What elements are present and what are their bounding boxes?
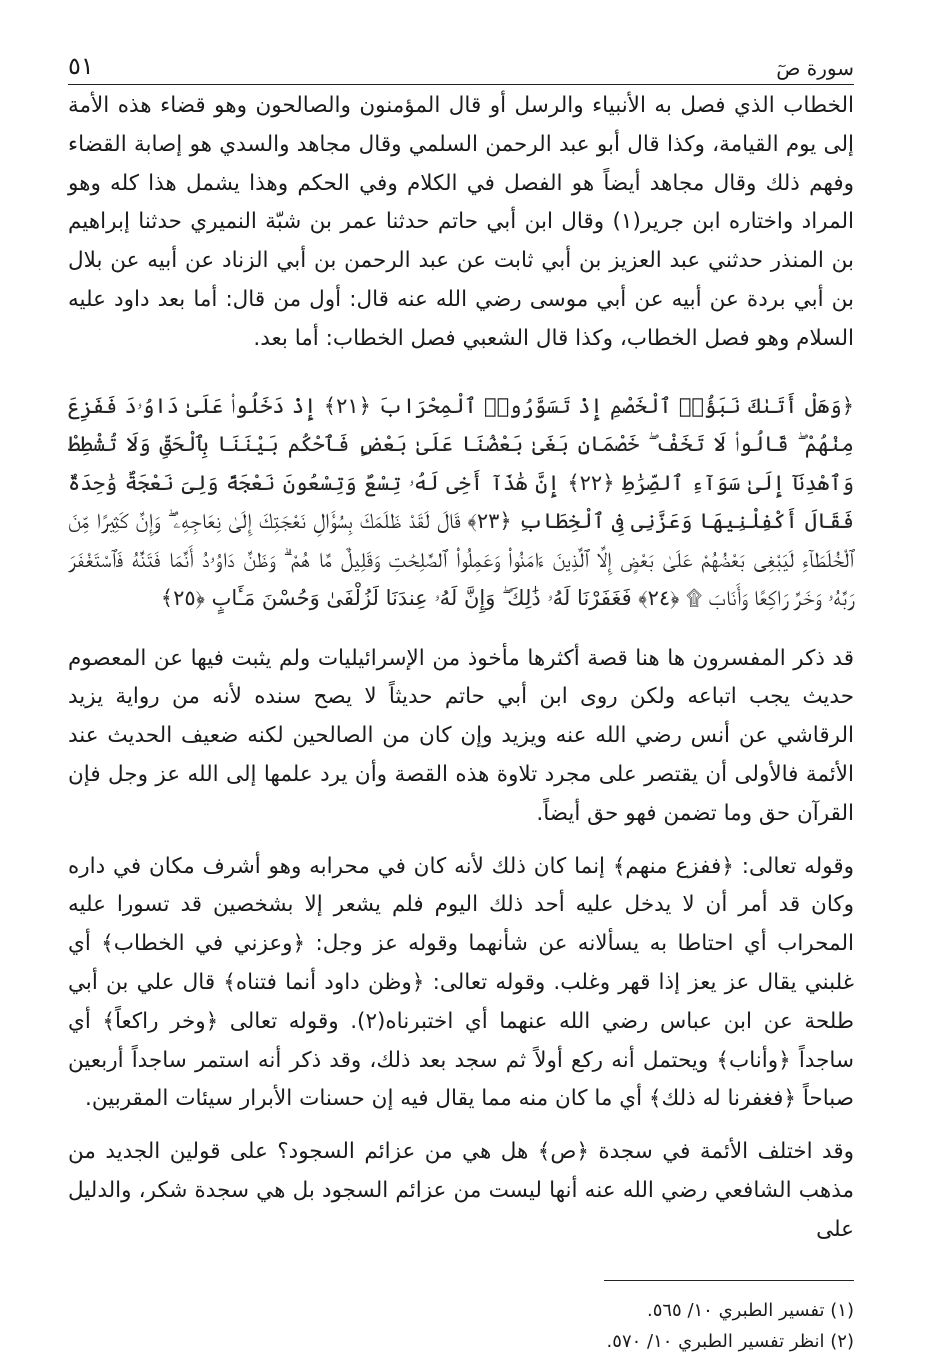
book-page: [68, 40, 854, 1357]
paragraph-1: الخطاب الذي فصل به الأنبياء والرسل أو قال المؤمنون والصالحون وهو قضاء هذه الأمة إلى يوم القيامة، وكذا قال أبو عبد الرحمن السلمي وقال مجاهد والسدي هو إصابة القضاء وفهم ذلك وقال مجاهد أيضاً هو الفصل في الكلام وفي الحكم وهذا يشمل هذا كله وهو المراد واختاره ابن جرير(١) وقال ابن أبي حاتم حدثنا عمر بن شبّة النميري حدثنا إبراهيم بن المنذر حدثني عبد العزيز بن أبي ثابت عن عبد الرحمن بن أبي الزناد عن أبيه عن بلال بن أبي بردة عن أبيه عن أبي موسى رضي الله عنه قال: أول من قال: أما بعد داود عليه السلام وهو فصل الخطاب، وكذا قال الشعبي فصل الخطاب: أما بعد.: [68, 93, 854, 351]
footnote-2: (٢) انظر تفسير الطبري ١٠/ ٥٧٠.: [606, 1330, 854, 1352]
page-number: ٥١: [68, 52, 94, 80]
paragraph-3: وقوله تعالى: ﴿ففزع منهم﴾ إنما كان ذلك لأنه كان في محرابه وهو أشرف مكان في داره وكان قد أمر أن لا يدخل عليه أحد ذلك اليوم فلم يشعر إلا بشخصين قد تسورا عليه المحراب أي احتاطا به يسألانه عن شأنهما وقوله عز وجل: ﴿وعزني في الخطاب﴾ أي غلبني يقال عز يعز إذا قهر وغلب. وقوله تعالى: ﴿وظن داود أنما فتناه﴾ قال علي بن أبي طلحة عن ابن عباس رضي الله عنهما أي اختبرناه(٢). وقوله تعالى ﴿وخر راكعاً﴾ أي ساجداً ﴿وأناب﴾ ويحتمل أنه ركع أولاً ثم سجد بعد ذلك، وقد ذكر أنه استمر ساجداً أربعين صباحاً ﴿فغفرنا له ذلك﴾ أي ما كان منه مما يقال فيه إن حسنات الأبرار سيئات المقربين.: [68, 853, 854, 1112]
page-header: [68, 40, 854, 80]
header-rule: [68, 84, 854, 85]
surah-title: سورة صٓ: [776, 56, 854, 80]
footnote-1: (١) تفسير الطبري ١٠/ ٥٦٥.: [646, 1299, 854, 1321]
footnote-rule: [604, 1280, 854, 1281]
paragraph-gap: [68, 1119, 854, 1133]
quran-verses: ﴿وَهَلْ أَتَىٰكَ نَبَؤُا۟ ٱلْخَصْمِ إِذْ تَسَوَّرُوا۟ ٱلْمِحْرَابَ ﴿٢١﴾ إِذْ دَخَلُوا۟ عَلَىٰ دَاوُۥدَ فَفَزِعَ مِنْهُمْ ۖ قَالُوا۟ لَا تَخَفْ ۖ خَصْمَانِ بَغَىٰ بَعْضُنَا عَلَىٰ بَعْضٍ فَٱحْكُم بَيْنَنَا بِٱلْحَقِّ وَلَا تُشْطِطْ وَٱهْدِنَآ إِلَىٰ سَوَآءِ ٱلصِّرَٰطِ ﴿٢٢﴾ إِنَّ هَٰذَآ أَخِى لَهُۥ تِسْعٌ وَتِسْعُونَ نَعْجَةً وَلِىَ نَعْجَةٌ وَٰحِدَةٌ فَقَالَ أَكْفِلْنِيهَا وَعَزَّنِى فِى ٱلْخِطَابِ ﴿٢٣﴾ قَالَ لَقَدْ ظَلَمَكَ بِسُؤَالِ نَعْجَتِكَ إِلَىٰ نِعَاجِهِۦ ۖ وَإِنَّ كَثِيرًا مِّنَ ٱلْخُلَطَآءِ لَيَبْغِى بَعْضُهُمْ عَلَىٰ بَعْضٍ إِلَّا ٱلَّذِينَ ءَامَنُوا۟ وَعَمِلُوا۟ ٱلصَّٰلِحَٰتِ وَقَلِيلٌ مَّا هُمْ ۗ وَظَنَّ دَاوُۥدُ أَنَّمَا فَتَنَّٰهُ فَٱسْتَغْفَرَ رَبَّهُۥ وَخَرَّ رَاكِعًا وَأَنَابَ ۩ ﴿٢٤﴾ فَغَفَرْنَا لَهُۥ ذَٰلِكَ ۖ وَإِنَّ لَهُۥ عِندَنَا لَزُلْفَىٰ وَحُسْنَ مَـَٔابٍ ﴿٢٥﴾: [68, 393, 855, 611]
paragraph-gap: [68, 834, 854, 848]
paragraph-2: قد ذكر المفسرون ها هنا قصة أكثرها مأخوذ من الإسرائيليات ولم يثبت فيها عن المعصوم حديث يجب اتباعه ولكن روى ابن أبي حاتم حديثاً لا يصح سنده لأنه من رواية يزيد الرقاشي عن أنس رضي الله عنه ويزيد وإن كان من الصالحين لكنه ضعيف الحديث عند الأئمة فالأولى أن يقتصر على مجرد تلاوة هذه القصة وأن يرد علمها إلى الله عز وجل فإن القرآن حق وما تضمن فهو حق أيضاً.: [68, 645, 854, 826]
paragraph-4: وقد اختلف الأئمة في سجدة ﴿ص﴾ هل هي من عزائم السجود؟ على قولين الجديد من مذهب الشافعي رضي الله عنه أنها ليست من عزائم السجود بل هي سجدة شكر، والدليل على: [68, 1139, 854, 1242]
